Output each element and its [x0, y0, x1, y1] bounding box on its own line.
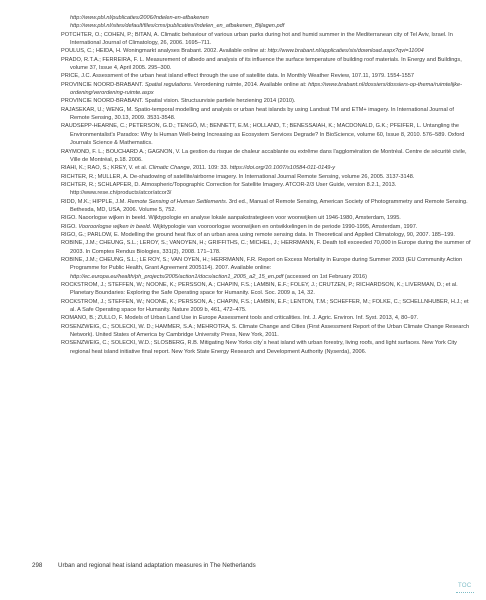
reference-text: (accessed on 1st February 2016) — [283, 273, 367, 280]
reference-text: RIGO, G.; PARLOW, E. Modelling the ground heat flux of an urban area using remote sensing data. In Theoretical and Applied Climatology, 90, 2007. 185–199. — [61, 231, 455, 238]
reference-entry — [61, 323, 471, 340]
reference-entry — [61, 181, 471, 198]
reference-text: PROVINCIE NOORD-BRABANT. Spatial vision. Structuurvisie partiele herziening 2014 (2010). — [61, 98, 296, 105]
reference-entry — [61, 214, 471, 222]
reference-text: RIGO. Naoorlogse wijken in beeld. Wijktypologie en analyse lokale aanpakstrategieen voor woonwijken uit 1946-1980, Amsterdam, 1995. — [61, 215, 401, 222]
reference-entry — [61, 223, 471, 231]
reference-entry — [61, 97, 471, 105]
reference-italic-text: http://www.pbl.nl/sites/default/files/cms/publicaties/Indelen_en_afbakenen_Bijlagen.pdf — [70, 23, 285, 30]
reference-text: ROCKSTROM, J.; STEFFEN, W.; NOONE, K.; PERSSON, A.; CHAPIN, F.S.; LAMBIN, E.F.; FOLEY, J.; CRUTZEN, P.; RICHARDSON, K.; LIVERMAN, D.; et al. Planetary Boundaries: Exploring the Safe Operating space for Humanity. Ecol. Soc. 2009 a, 14, 32. — [61, 282, 458, 297]
reference-text: RICHTER, R.; MULLER, A. De-shadowing of satellite/airborne imagery. In International Journal Remote Sensing, volume 26, 2005. 3137-3148. — [61, 173, 415, 180]
reference-italic-text: http://www.brabant.nl/applicaties/sis/download.aspx?qvi=11004 — [267, 48, 424, 55]
reference-italic-text: Climatic Change — [148, 165, 190, 172]
reference-entry — [61, 256, 471, 281]
reference-entry — [61, 231, 471, 239]
reference-text: ROBINE, J.M.; CHEUNG, S.L.; LEROY, S.; VANOYEN, H.; GRIFFITHS, C.; MICHEL, J.; HERRMANN, F. Death toll exceeded 70,000 in Europe during the summer of 2003. In Comptes Rendus Biologies, 331(2), 2008. 171–178. — [61, 240, 471, 255]
toc-link[interactable]: TOC — [458, 583, 472, 589]
reference-text: RIAHI, K.; RAO, S.; KREY, V. et al. — [61, 165, 149, 172]
reference-text: POULUS, C.; HEIDA, H. Woningmarkt analyses Brabant. 2002. Available online at: — [61, 48, 268, 55]
reference-text: PRADO, R.T.A.; FERREIRA, F. L. Measurement of albedo and analysis of its influence the surface temperature of building roof materials. In Energy and Buildings, volume 37, Issue 4, April 2005. 295–300. — [61, 56, 462, 72]
reference-text: . Wijktypologie van vooroorlogse woonwijken en ontwikkelingen in de periode 1990-1995, Amsterdam, 1997. — [149, 223, 418, 230]
reference-entry — [61, 298, 471, 315]
reference-entry — [61, 22, 471, 30]
reference-text: ROSENZWEIG, C.; SOLECKI, W. D.; HAMMER, S.A.; MEHROTRA, S. Climate Change and Cities (First Assessment Report of the Urban Climate Change Research Network). United States of America by Cambridge University Press, New York, 2011. — [61, 323, 470, 339]
reference-list — [61, 14, 471, 356]
running-title: Urban and regional heat island adaptation measures in The Netherlands — [58, 562, 256, 569]
reference-text: RICHTER, R.; SCHLAPFER, D. Atmospheric/Topographic Correction for Satellite Imagery. ATCOR-2/3 User Guide, version 8.2.1, 2013. http://www.rese.ch/products/atcor/atcor3/ — [61, 181, 397, 197]
reference-entry — [61, 14, 471, 22]
reference-entry — [61, 281, 471, 298]
reference-text: ROBINE, J.M.; CHEUNG, S.L.; LE ROY, S.; VAN OYEN, H.; HERRMANN, F.R. Report on Excess Mortality in Europe during Summer 2003 (EU Community Action Programme for Public Health, Grant Agreement 2005114). 2007. Available online: — [61, 256, 463, 272]
reference-entry — [61, 239, 471, 256]
reference-italic-text: https://doi.org/10.1007/s10584-011-0149-y — [229, 165, 336, 172]
reference-text: . Verordening ruimte, 2014. Available online at: — [190, 81, 309, 88]
toc-underline — [456, 592, 474, 593]
reference-text: RAYMOND, F. L.; BOUCHARD A.; GAGNON, V. La gestion du risque de chaleur accablante ou extrême dans l'agglomération de Montréal. Centre de sécurité civile, Ville de Montréal, p.18. 2006. — [61, 148, 467, 163]
page-footer — [32, 562, 452, 569]
reference-text: RAUDSEPP-HEARNE, C.; PETERSON, G.D.; TENGÖ, M.; BENNETT, E.M.; HOLLAND, T.; BENESSAIAH, K.; MACDONALD, G.K.; PFEIFER, L. Untangling the Environmentalist’s Paradox: Why Is Human Well-being Increasing as Ecosystem Services Degrade? In BioScience, volume 60, Issue 8, 2010. 576–589. Oxford Journals Science & Mathematics. — [61, 123, 465, 147]
reference-entry — [61, 72, 471, 80]
reference-text: ROSENZWEIG, C.; SOLECKI, W.D.; SLOSBERG, R.B. Mitigating New Yorks city´s heat island with urban forestry, living roofs, and light surfaces. New York City regional heat island initiative final report. New York State Energy Research and Development Authority (Nyserda), 2006. — [61, 340, 457, 355]
reference-text: ROMANO, B.; ZULLO, F. Models of Urban Land Use in Europe Assessment tools and criticalities. Int. J. Agric. Environ. Inf. Syst. 2013, 4, 80–97. — [61, 315, 419, 322]
reference-entry — [61, 81, 471, 98]
reference-text: RIDD, M.K.; HIPPLE, J.M. — [61, 198, 128, 205]
reference-entry — [61, 31, 471, 48]
reference-entry — [61, 173, 471, 181]
reference-text: ROCKSTROM, J.; STEFFEN, W.; NOONE, K.; PERSSON, A.; CHAPIN, F.S.; LAMBIN, E.F.; LENTON, T.M.; SCHEFFER, M.; FOLKE, C.; SCHELLNHUBER, H.J.; et al. A Safe Operating space for Humanity. Nature 2009 b, 461, 472–475. — [61, 298, 469, 314]
page-number: 298 — [32, 562, 43, 569]
reference-entry — [61, 122, 471, 147]
reference-entry — [61, 314, 471, 322]
reference-entry — [61, 47, 471, 55]
reference-text: RAJASEKAR, U.; WENG, M. Spatio-temporal modelling and analysis or urban heat islands by using Landsat TM and ETM+ imagery. In International Journal of Remote Sensing, 30.13, 2009. 3531-3548. — [61, 106, 454, 122]
reference-text: . 3rd ed., Manual of Remote Sensing, American Society of Photogrammetry and Remote Sensing. Bethesda, MD, USA, 2006. Volume 5, 752. — [70, 198, 468, 213]
reference-text: POTCHTER, O.; COHEN, P.; BITAN, A. Climatic behaviour of various urban parks during hot and humid summer in the Mediterranean city of Tel Aviv, Israel. In International Journal of Climatology, 26, 2006. 1695–711. — [61, 31, 453, 47]
reference-italic-text: https://www.brabant.nl/dossiers/dossiers-op-thema/ruimtelijke-ordening/verordening-ruimte.aspx — [70, 81, 462, 97]
reference-text: PROVINCIE NOORD-BRABANT. — [61, 81, 145, 88]
reference-entry — [61, 339, 471, 356]
reference-entry — [61, 148, 471, 165]
reference-text: , 2011. 109: 33. — [189, 165, 230, 172]
reference-entry — [61, 56, 471, 73]
reference-italic-text: Spatial regulations — [144, 81, 191, 88]
reference-entry — [61, 106, 471, 123]
reference-italic-text: http://www.pbl.nl/publicaties/2006/Indelen-en-afbakenen — [70, 15, 209, 21]
reference-italic-text: Vooroorlogse wijken in beeld — [78, 223, 150, 230]
reference-text: PRICE, J.C. Assessment of the urban heat island effect through the use of satellite data. In Monthly Weather Review, 107.11, 1979. 1554-1557 — [61, 73, 414, 80]
reference-entry — [61, 164, 471, 172]
reference-entry — [61, 198, 471, 215]
reference-italic-text: Remote Sensing of Human Settlements — [127, 198, 226, 205]
reference-text: RIGO. — [61, 223, 79, 230]
reference-italic-text: http://ec.europa.eu/health/ph_projects/2005/action1/docs/action1_2005_a2_15_en.pdf — [70, 273, 284, 280]
